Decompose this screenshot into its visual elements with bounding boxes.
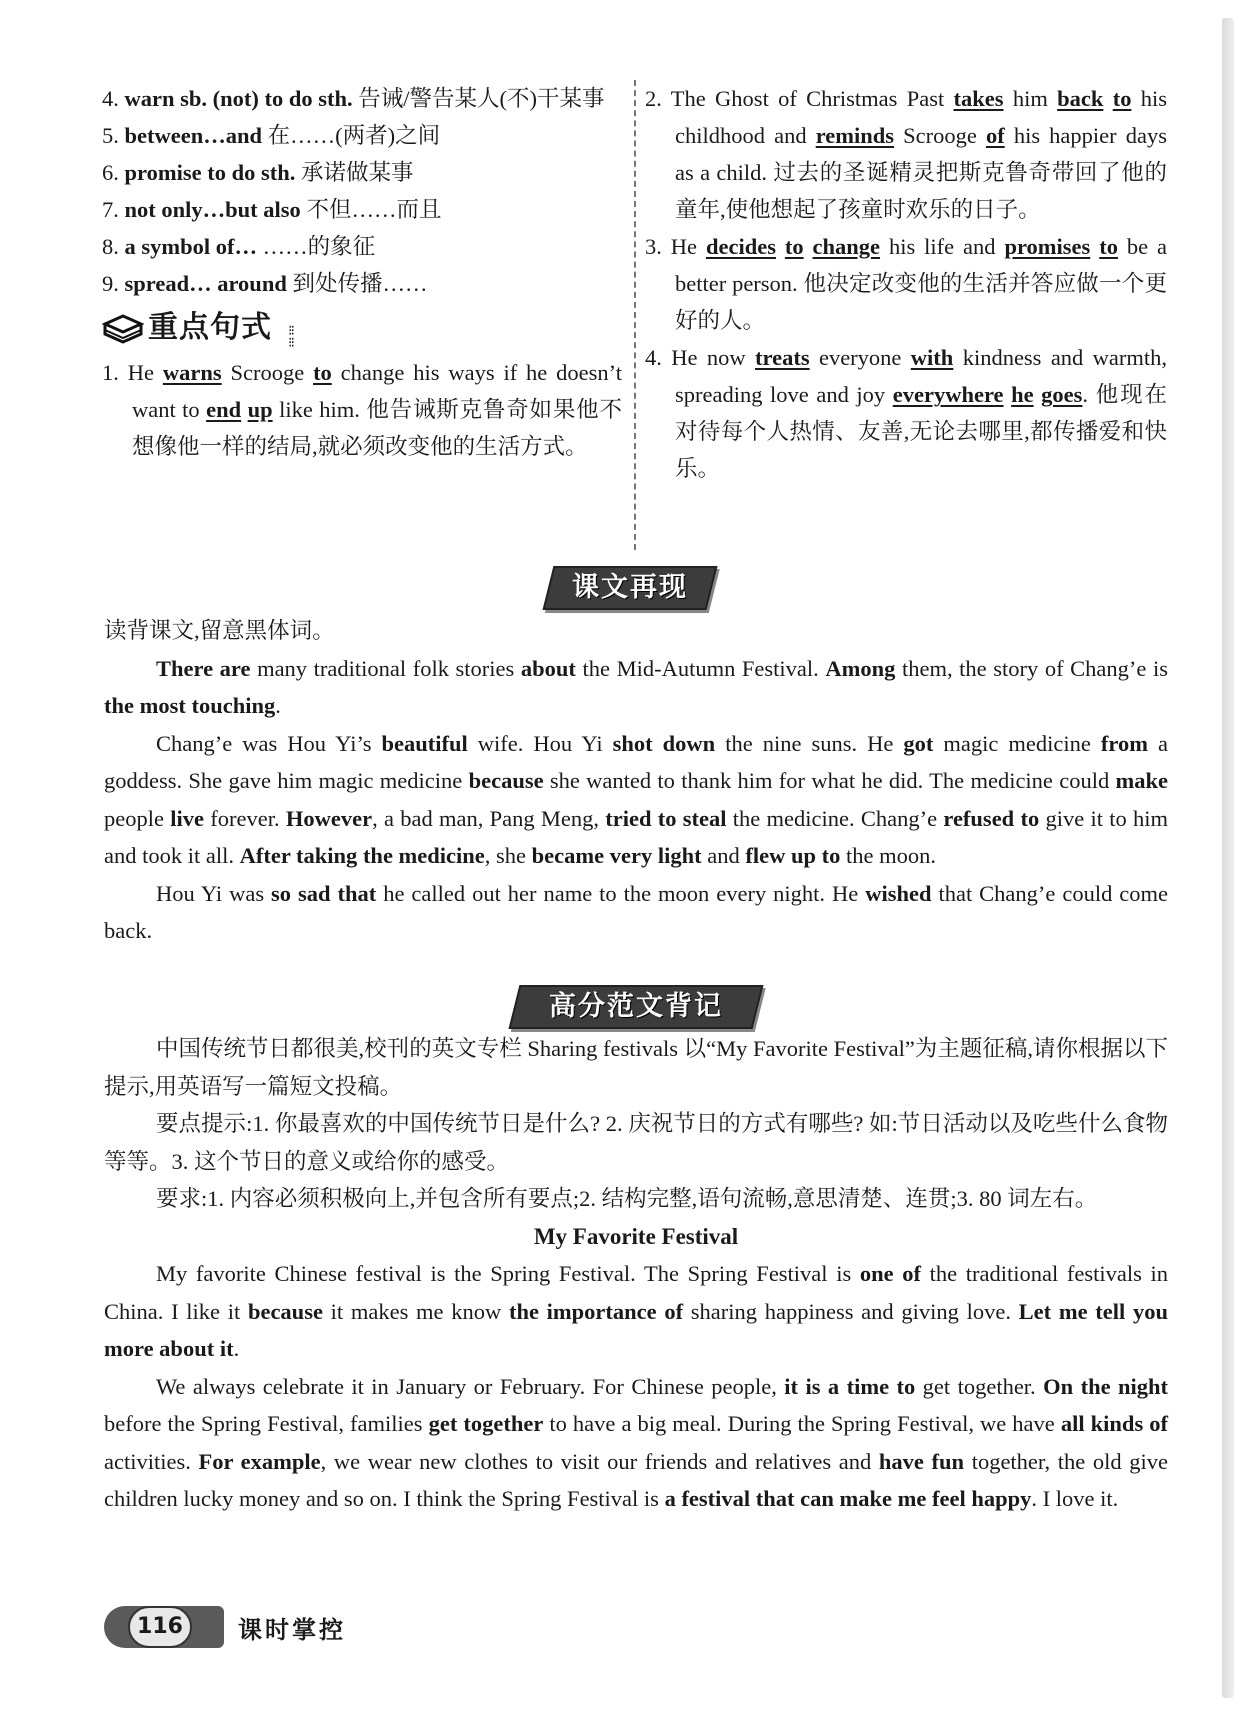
phrase-item: 8. a symbol of… ……的象征 bbox=[102, 234, 376, 259]
page-number-badge bbox=[104, 1606, 224, 1648]
text-review-paragraph-2: Chang’e was Hou Yi’s beautiful wife. Hou Yi shot down the nine suns. He got magic medicine from a goddess. She gave him magic medicine because she wanted to thank him for what he did. The medicine could make people live forever. However, a bad man, Pang Meng, tried to steal the medicine. Chang’e refused to give it to him and took it all. After taking the medicine, she became very light and flew up to the moon. bbox=[104, 730, 1168, 868]
essay-prompt: 中国传统节日都很美,校刊的英文专栏 Sharing festivals 以“My Favorite Festival”为主题征稿,请你根据以下提示,用英语写一篇短文投稿。 bbox=[104, 1036, 1168, 1099]
text-review-paragraph-3: Hou Yi was so sad that he called out her name to the moon every night. He wished that Chang’e could come back. bbox=[104, 880, 1169, 943]
text-review-instruction: 读背课文,留意黑体词。 bbox=[104, 618, 335, 643]
book-icon bbox=[102, 314, 144, 346]
key-sentence-2: 2. The Ghost of Christmas Past takes him back to his childhood and reminds Scrooge of his happier days as a child. 过去的圣诞精灵把斯克鲁奇带回了他的童年,使他想起了孩童时欢乐的日子。 bbox=[645, 86, 1168, 222]
left-column bbox=[102, 80, 622, 465]
phrase-item: 7. not only…but also 不但……而且 bbox=[102, 197, 442, 222]
phrase-item: 5. between…and 在……(两者)之间 bbox=[102, 123, 441, 148]
essay-key-points: 要点提示:1. 你最喜欢的中国传统节日是什么? 2. 庆祝节日的方式有哪些? 如:节日活动以及吃些什么食物等等。3. 这个节日的意义或给你的感受。 bbox=[104, 1111, 1168, 1174]
key-sentence-3: 3. He decides to change his life and promises to be a better person. 他决定改变他的生活并答应做一个更好的人。 bbox=[645, 234, 1168, 333]
right-column bbox=[645, 80, 1167, 487]
essay-title: My Favorite Festival bbox=[533, 1223, 739, 1249]
text-review-section bbox=[104, 612, 1168, 950]
phrase-item: 6. promise to do sth. 承诺做某事 bbox=[102, 160, 414, 185]
key-sentences-heading bbox=[102, 306, 622, 352]
phrase-item: 9. spread… around 到处传播…… bbox=[102, 271, 428, 296]
key-sentence-1: 1. He warns Scrooge to change his ways if he doesn’t want to end up like him. 他告诫斯克鲁奇如果他不想像他一样的结局,就必须改变他的生活方式。 bbox=[102, 360, 622, 459]
essay-paragraph-1: My favorite Chinese festival is the Spring Festival. The Spring Festival is one of the traditional festivals in China. I like it because it makes me know the importance of sharing happiness and giving love. Let me tell you more about it. bbox=[104, 1261, 1168, 1361]
key-sentences-title: 重点句式 bbox=[148, 310, 272, 345]
page-number: 116 bbox=[128, 1606, 192, 1648]
page-edge bbox=[1222, 18, 1234, 1698]
column-divider bbox=[634, 80, 636, 550]
key-sentence-4: 4. He now treats everyone with kindness and warmth, spreading love and joy everywhere he goes. 他现在对待每个人热情、友善,无论去哪里,都传播爱和快乐。 bbox=[645, 345, 1168, 481]
phrase-item: 4. warn sb. (not) to do sth. 告诫/警告某人(不)干某事 bbox=[102, 86, 605, 111]
model-essay-section bbox=[104, 1030, 1168, 1518]
decorative-marks: ⁝⁝ ⁝⁝ bbox=[288, 324, 293, 351]
essay-paragraph-2: We always celebrate it in January or February. For Chinese people, it is a time to get together. On the night before the Spring Festival, families get together to have a big meal. During the Spring Festival, we have all kinds of activities. For example, we wear new clothes to visit our friends and relatives and have fun together, the old give children lucky money and so on. I think the Spring Festival is a festival that can make me feel happy. I love it. bbox=[104, 1373, 1169, 1511]
model-essay-banner: 高分范文背记 bbox=[509, 985, 764, 1029]
text-review-paragraph-1: There are many traditional folk stories about the Mid-Autumn Festival. Among them, the story of Chang’e is the most touching. bbox=[104, 655, 1168, 718]
series-name: 课时掌控 bbox=[238, 1616, 346, 1644]
text-review-banner: 课文再现 bbox=[543, 566, 718, 610]
essay-requirements: 要求:1. 内容必须积极向上,并包含所有要点;2. 结构完整,语句流畅,意思清楚、连贯;3. 80 词左右。 bbox=[156, 1186, 1098, 1211]
